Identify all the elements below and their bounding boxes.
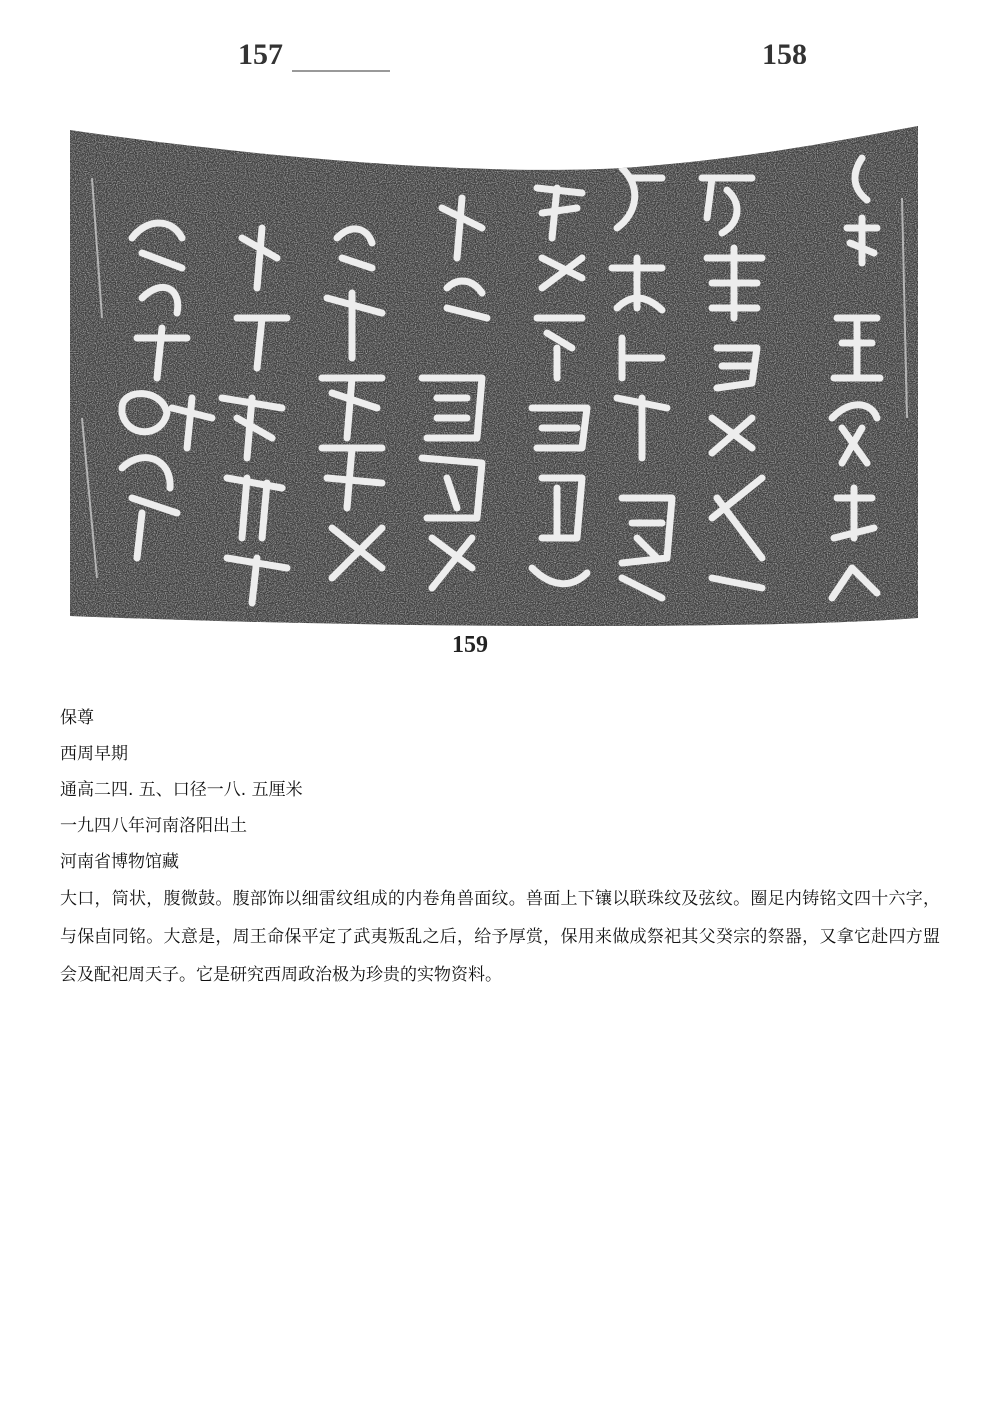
page-number-right: 158 bbox=[762, 40, 807, 64]
inscription-rubbing-image bbox=[62, 118, 924, 630]
bronze-inscription-rubbing-icon bbox=[62, 118, 924, 630]
header-rule bbox=[292, 70, 390, 72]
object-period: 西周早期 bbox=[60, 744, 128, 764]
object-title: 保尊 bbox=[60, 708, 94, 728]
object-dimensions: 通高二四. 五、口径一八. 五厘米 bbox=[60, 780, 303, 800]
caption-block bbox=[60, 700, 940, 994]
object-description: 大口，筒状，腹微鼓。腹部饰以细雷纹组成的内卷角兽面纹。兽面上下镶以联珠纹及弦纹。圈足内铸铭文四十六字，与保卣同铭。大意是，周王命保平定了武夷叛乱之后，给予厚赏，保用来做成祭祀其父癸宗的祭器，又拿它赴四方盟会及配祀周天子。它是研究西周政治极为珍贵的实物资料。 bbox=[60, 889, 940, 985]
object-collection: 河南省博物馆藏 bbox=[60, 852, 179, 872]
object-provenance: 一九四八年河南洛阳出土 bbox=[60, 816, 247, 836]
figure-number: 159 bbox=[452, 632, 488, 658]
page-number-left: 157 bbox=[238, 40, 283, 64]
